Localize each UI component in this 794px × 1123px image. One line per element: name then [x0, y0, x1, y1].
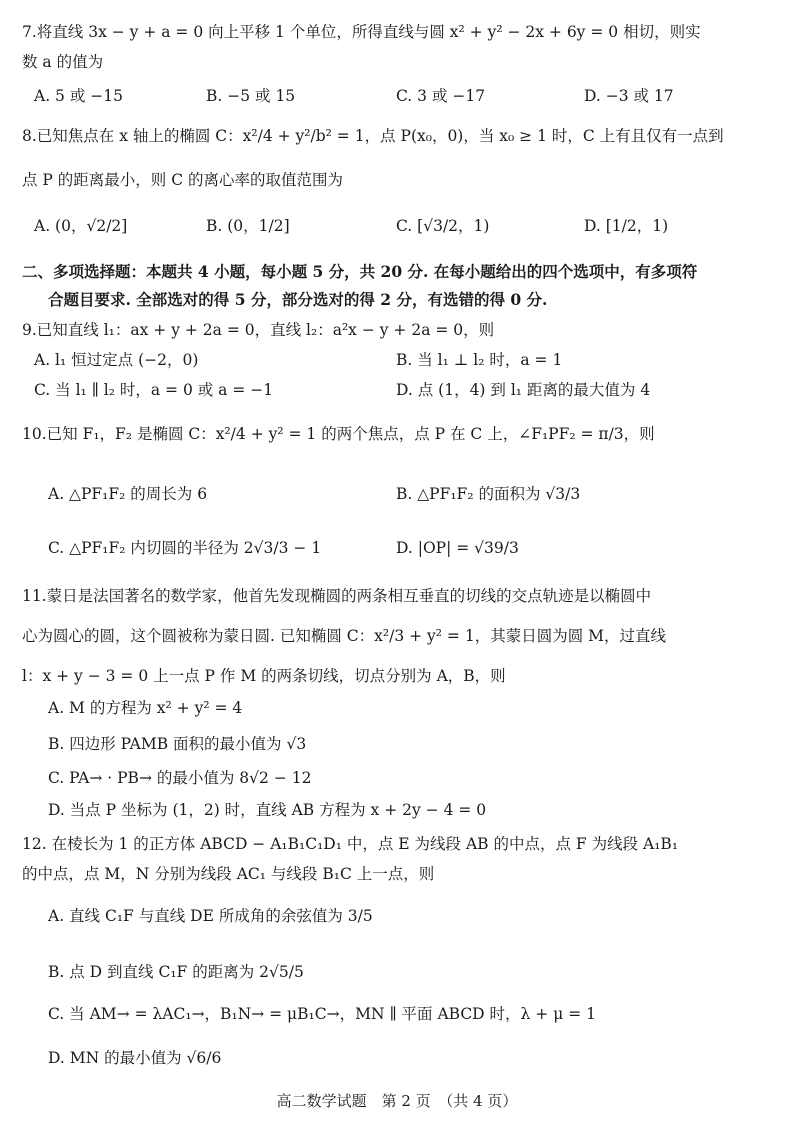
q10-option-d: D. |OP| = √39/3	[396, 539, 519, 557]
q11-stem-line1: 11.蒙日是法国著名的数学家，他首先发现椭圆的两条相互垂直的切线的交点轨迹是以椭圆中	[22, 587, 652, 605]
q7-option-a: A. 5 或 −15	[34, 87, 123, 105]
q12-option-a: A. 直线 C₁F 与直线 DE 所成角的余弦值为 3/5	[48, 907, 373, 925]
q8-stem-line2: 点 P 的距离最小，则 C 的离心率的取值范围为	[22, 171, 343, 189]
q12-option-b: B. 点 D 到直线 C₁F 的距离为 2√5/5	[48, 963, 304, 981]
q8-option-b: B. (0，1/2]	[206, 217, 290, 235]
page-footer: 高二数学试题 第 2 页 （共 4 页）	[276, 1092, 518, 1110]
q7-option-c: C. 3 或 −17	[396, 87, 486, 105]
q9-option-a: A. l₁ 恒过定点 (−2，0)	[34, 351, 199, 369]
q11-stem-line3: l：x + y − 3 = 0 上一点 P 作 M 的两条切线，切点分别为 A，B，则	[22, 667, 506, 685]
q12-option-c: C. 当 AM→ = λAC₁→，B₁N→ = μB₁C→，MN ∥ 平面 ABCD 时，λ + μ = 1	[48, 1005, 596, 1023]
q12-option-d: D. MN 的最小值为 √6/6	[48, 1049, 222, 1067]
q8-option-a: A. (0，√2/2]	[34, 217, 128, 235]
q9-stem: 9.已知直线 l₁：ax + y + 2a = 0，直线 l₂：a²x − y + 2a = 0，则	[22, 321, 495, 339]
section2-heading-line1: 二、多项选择题：本题共 4 小题，每小题 5 分，共 20 分. 在每小题给出的四个选项中，有多项符	[22, 262, 698, 281]
q7-option-d: D. −3 或 17	[584, 87, 674, 105]
q7-option-b: B. −5 或 15	[206, 87, 296, 105]
q9-option-d: D. 点 (1，4) 到 l₁ 距离的最大值为 4	[396, 381, 651, 399]
q11-option-d: D. 当点 P 坐标为 (1，2) 时，直线 AB 方程为 x + 2y − 4 = 0	[48, 801, 487, 819]
q11-option-c: C. PA→ · PB→ 的最小值为 8√2 − 12	[48, 769, 312, 787]
q12-stem-line2: 的中点，点 M，N 分别为线段 AC₁ 与线段 B₁C 上一点，则	[22, 865, 435, 883]
q10-option-a: A. △PF₁F₂ 的周长为 6	[48, 485, 208, 503]
q9-option-b: B. 当 l₁ ⊥ l₂ 时，a = 1	[396, 351, 563, 369]
q8-option-d: D. [1/2，1)	[584, 217, 669, 235]
q7-stem-line1: 7.将直线 3x − y + a = 0 向上平移 1 个单位，所得直线与圆 x² + y² − 2x + 6y = 0 相切，则实	[22, 23, 701, 41]
q7-stem-line2: 数 a 的值为	[22, 53, 104, 71]
section2-heading-line2: 合题目要求. 全部选对的得 5 分，部分选对的得 2 分，有选错的得 0 分.	[48, 290, 548, 309]
q10-option-c: C. △PF₁F₂ 内切圆的半径为 2√3/3 − 1	[48, 539, 322, 557]
q10-stem: 10.已知 F₁，F₂ 是椭圆 C：x²/4 + y² = 1 的两个焦点，点 P 在 C 上，∠F₁PF₂ = π/3，则	[22, 425, 655, 443]
q11-option-a: A. M 的方程为 x² + y² = 4	[48, 699, 243, 717]
q9-option-c: C. 当 l₁ ∥ l₂ 时，a = 0 或 a = −1	[34, 381, 274, 399]
q11-stem-line2: 心为圆心的圆，这个圆被称为蒙日圆. 已知椭圆 C：x²/3 + y² = 1，其蒙日圆为圆 M，过直线	[22, 627, 666, 645]
q8-stem-line1: 8.已知焦点在 x 轴上的椭圆 C：x²/4 + y²/b² = 1，点 P(x₀，0)，当 x₀ ≥ 1 时，C 上有且仅有一点到	[22, 127, 724, 145]
q10-option-b: B. △PF₁F₂ 的面积为 √3/3	[396, 485, 581, 503]
q12-stem-line1: 12. 在棱长为 1 的正方体 ABCD − A₁B₁C₁D₁ 中，点 E 为线段 AB 的中点，点 F 为线段 A₁B₁	[22, 835, 679, 853]
q11-option-b: B. 四边形 PAMB 面积的最小值为 √3	[48, 735, 307, 753]
q8-option-c: C. [√3/2，1)	[396, 217, 490, 235]
